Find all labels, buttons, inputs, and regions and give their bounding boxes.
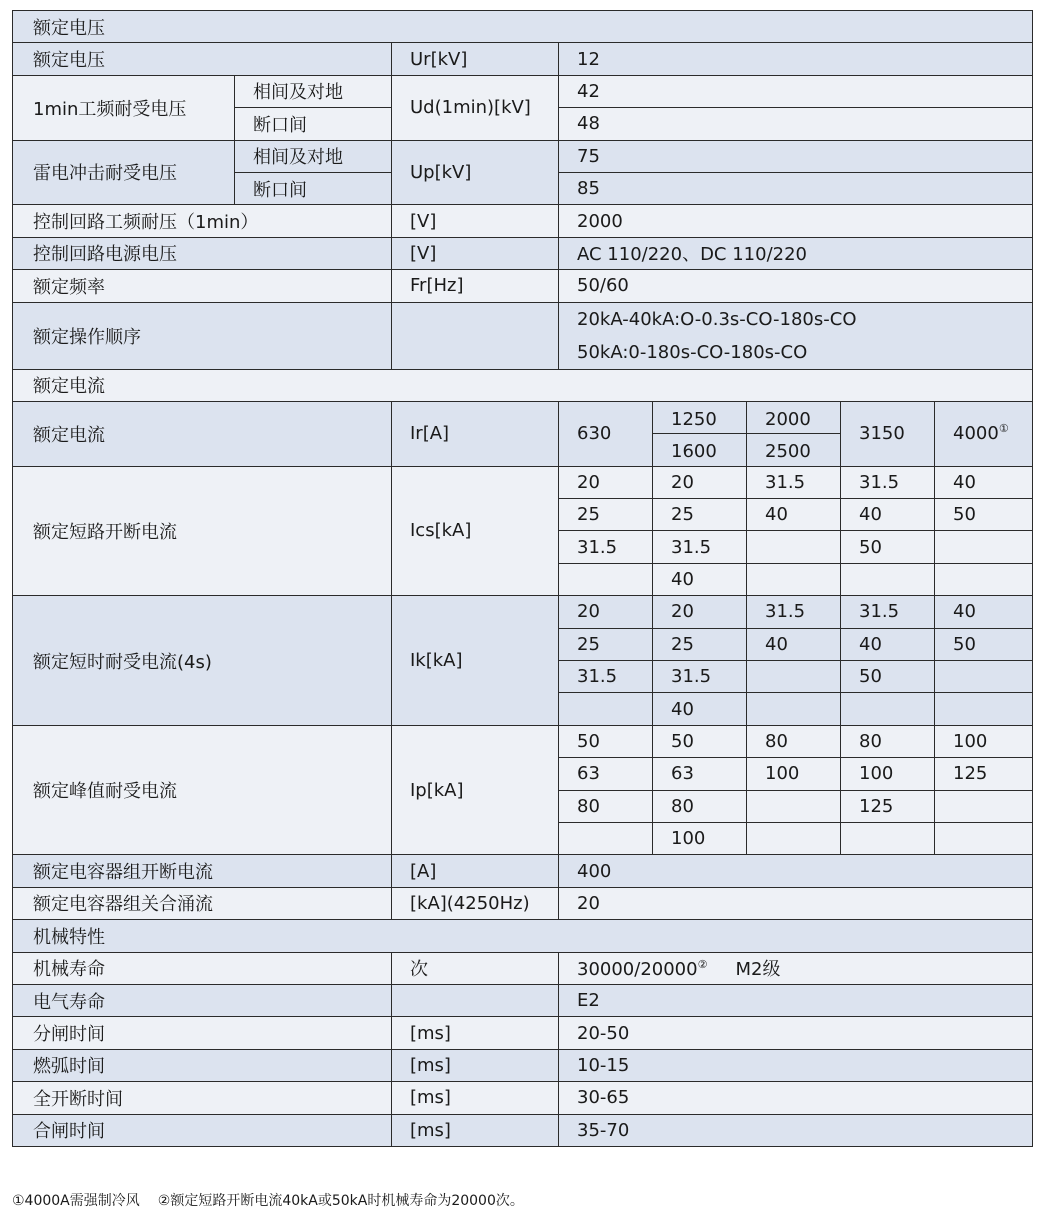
- param-value: 50/60: [559, 270, 1033, 302]
- param-value: 85: [559, 172, 1033, 204]
- grid-cell: 31.5: [559, 661, 653, 693]
- param-value: 2500: [747, 434, 841, 466]
- param-value: AC 110/220、DC 110/220: [559, 237, 1033, 269]
- grid-cell: 50: [653, 725, 747, 757]
- param-sublabel: 相间及对地: [235, 75, 392, 107]
- param-label: 额定电流: [13, 401, 392, 466]
- grid-cell: [559, 563, 653, 595]
- grid-cell: 40: [653, 563, 747, 595]
- param-sublabel: 断口间: [235, 108, 392, 140]
- param-label: 额定频率: [13, 270, 392, 302]
- section-header-current: [13, 369, 1033, 401]
- section-title: 额定电压: [13, 11, 1033, 43]
- grid-cell: 80: [559, 790, 653, 822]
- section-title: 机械特性: [13, 920, 1033, 952]
- table-row: [13, 237, 1033, 269]
- param-unit: [ms]: [392, 1082, 559, 1114]
- grid-cell: [841, 822, 935, 854]
- grid-cell: 63: [653, 758, 747, 790]
- param-value: [559, 952, 1033, 984]
- grid-cell: 25: [653, 499, 747, 531]
- grid-cell: 50: [841, 661, 935, 693]
- grid-cell: 20: [559, 596, 653, 628]
- grid-cell: 40: [935, 596, 1033, 628]
- param-value: 35-70: [559, 1114, 1033, 1146]
- grid-cell: [559, 693, 653, 725]
- param-label: 额定电容器组关合涌流: [13, 887, 392, 919]
- param-label: 全开断时间: [13, 1082, 392, 1114]
- mech-life-value: 30000/20000: [577, 959, 698, 981]
- table-row: [13, 1017, 1033, 1049]
- table-row: [13, 43, 1033, 75]
- param-unit: Ir[A]: [392, 401, 559, 466]
- param-label: 合闸时间: [13, 1114, 392, 1146]
- grid-cell: 31.5: [841, 466, 935, 498]
- footnote: [12, 1190, 524, 1210]
- param-value: [935, 401, 1033, 466]
- param-unit: Ud(1min)[kV]: [392, 75, 559, 140]
- param-unit: [V]: [392, 205, 559, 237]
- grid-cell: 50: [935, 499, 1033, 531]
- grid-cell: 100: [747, 758, 841, 790]
- param-value: 20-50: [559, 1017, 1033, 1049]
- grid-cell: 20: [559, 466, 653, 498]
- table-row: [13, 302, 1033, 369]
- param-unit: Ics[kA]: [392, 466, 559, 596]
- grid-cell: 125: [841, 790, 935, 822]
- footnote-mark: ①: [998, 422, 1009, 436]
- table-row: [13, 401, 1033, 433]
- grid-cell: 100: [841, 758, 935, 790]
- table-row: [13, 466, 1033, 498]
- grid-cell: [747, 531, 841, 563]
- rated-current-4000: 4000: [953, 423, 999, 445]
- op-sequence-line-2: 50kA:0-180s-CO-180s-CO: [577, 341, 808, 363]
- grid-cell: 80: [747, 725, 841, 757]
- param-value: 1250: [653, 401, 747, 433]
- grid-cell: 40: [841, 499, 935, 531]
- grid-cell: 40: [935, 466, 1033, 498]
- param-unit: [392, 302, 559, 369]
- op-sequence-line-1: 20kA-40kA:O-0.3s-CO-180s-CO: [577, 308, 857, 330]
- section-title: 额定电流: [13, 369, 1033, 401]
- grid-cell: [935, 563, 1033, 595]
- param-label: 雷电冲击耐受电压: [13, 140, 235, 205]
- table-row: [13, 75, 1033, 107]
- grid-cell: [935, 531, 1033, 563]
- table-row: [13, 205, 1033, 237]
- param-label: 控制回路电源电压: [13, 237, 392, 269]
- table-row: [13, 855, 1033, 887]
- param-unit: [A]: [392, 855, 559, 887]
- param-unit: 次: [392, 952, 559, 984]
- table-row: [13, 725, 1033, 757]
- param-label: 额定峰值耐受电流: [13, 725, 392, 855]
- param-value: 75: [559, 140, 1033, 172]
- param-sublabel: 断口间: [235, 172, 392, 204]
- grid-cell: 50: [841, 531, 935, 563]
- grid-cell: [747, 661, 841, 693]
- grid-cell: 50: [559, 725, 653, 757]
- param-label: 机械寿命: [13, 952, 392, 984]
- grid-cell: 20: [653, 466, 747, 498]
- param-unit: Ur[kV]: [392, 43, 559, 75]
- param-value: 20: [559, 887, 1033, 919]
- param-unit: [kA](4250Hz): [392, 887, 559, 919]
- param-sublabel: 相间及对地: [235, 140, 392, 172]
- param-value: 630: [559, 401, 653, 466]
- grid-cell: 31.5: [559, 531, 653, 563]
- grid-cell: 40: [747, 499, 841, 531]
- grid-cell: 40: [653, 693, 747, 725]
- param-label: 电气寿命: [13, 984, 392, 1016]
- param-label: 燃弧时间: [13, 1049, 392, 1081]
- param-unit: [ms]: [392, 1114, 559, 1146]
- table-row: [13, 952, 1033, 984]
- table-row: [13, 1114, 1033, 1146]
- table-row: [13, 140, 1033, 172]
- param-label: 分闸时间: [13, 1017, 392, 1049]
- grid-cell: 31.5: [747, 466, 841, 498]
- param-unit: Ik[kA]: [392, 596, 559, 726]
- grid-cell: 63: [559, 758, 653, 790]
- section-header-mechanical: [13, 920, 1033, 952]
- section-header-voltage: [13, 11, 1033, 43]
- param-label: 额定电压: [13, 43, 392, 75]
- table-row: [13, 270, 1033, 302]
- footnote-mark: ②: [697, 958, 708, 972]
- param-unit: [392, 984, 559, 1016]
- grid-cell: 25: [653, 628, 747, 660]
- grid-cell: 50: [935, 628, 1033, 660]
- grid-cell: [841, 563, 935, 595]
- param-value: 400: [559, 855, 1033, 887]
- grid-cell: 31.5: [653, 531, 747, 563]
- param-value: 3150: [841, 401, 935, 466]
- table-row: [13, 596, 1033, 628]
- param-value: 42: [559, 75, 1033, 107]
- grid-cell: [935, 790, 1033, 822]
- param-label: 额定电容器组开断电流: [13, 855, 392, 887]
- param-value: E2: [559, 984, 1033, 1016]
- grid-cell: [747, 563, 841, 595]
- param-value: 2000: [747, 401, 841, 433]
- grid-cell: 20: [653, 596, 747, 628]
- grid-cell: [747, 693, 841, 725]
- grid-cell: [935, 822, 1033, 854]
- param-unit: Up[kV]: [392, 140, 559, 205]
- grid-cell: 31.5: [747, 596, 841, 628]
- spec-table: [12, 10, 1033, 1147]
- grid-cell: 31.5: [841, 596, 935, 628]
- param-unit: [ms]: [392, 1017, 559, 1049]
- grid-cell: 100: [653, 822, 747, 854]
- grid-cell: 25: [559, 628, 653, 660]
- param-unit: Ip[kA]: [392, 725, 559, 855]
- grid-cell: 80: [841, 725, 935, 757]
- param-value: 12: [559, 43, 1033, 75]
- grid-cell: [935, 693, 1033, 725]
- table-row: [13, 1082, 1033, 1114]
- param-value: [559, 302, 1033, 369]
- param-value: 30-65: [559, 1082, 1033, 1114]
- param-value: 10-15: [559, 1049, 1033, 1081]
- footnote-2: ②额定短路开断电流40kA或50kA时机械寿命为20000次。: [157, 1193, 524, 1209]
- param-label: 额定短时耐受电流(4s): [13, 596, 392, 726]
- footnote-1: ①4000A需强制冷风: [12, 1193, 140, 1209]
- grid-cell: 40: [841, 628, 935, 660]
- param-unit: [V]: [392, 237, 559, 269]
- grid-cell: 80: [653, 790, 747, 822]
- grid-cell: [935, 661, 1033, 693]
- param-unit: Fr[Hz]: [392, 270, 559, 302]
- grid-cell: 25: [559, 499, 653, 531]
- param-label: 额定操作顺序: [13, 302, 392, 369]
- grid-cell: 125: [935, 758, 1033, 790]
- mech-life-grade: M2级: [735, 959, 781, 981]
- grid-cell: 100: [935, 725, 1033, 757]
- table-row: [13, 887, 1033, 919]
- table-row: [13, 1049, 1033, 1081]
- table-row: [13, 984, 1033, 1016]
- grid-cell: [841, 693, 935, 725]
- grid-cell: [747, 822, 841, 854]
- param-label: 1min工频耐受电压: [13, 75, 235, 140]
- param-label: 额定短路开断电流: [13, 466, 392, 596]
- param-value: 1600: [653, 434, 747, 466]
- grid-cell: [747, 790, 841, 822]
- param-unit: [ms]: [392, 1049, 559, 1081]
- param-value: 48: [559, 108, 1033, 140]
- grid-cell: 31.5: [653, 661, 747, 693]
- param-value: 2000: [559, 205, 1033, 237]
- param-label: 控制回路工频耐压（1min）: [13, 205, 392, 237]
- grid-cell: 40: [747, 628, 841, 660]
- grid-cell: [559, 822, 653, 854]
